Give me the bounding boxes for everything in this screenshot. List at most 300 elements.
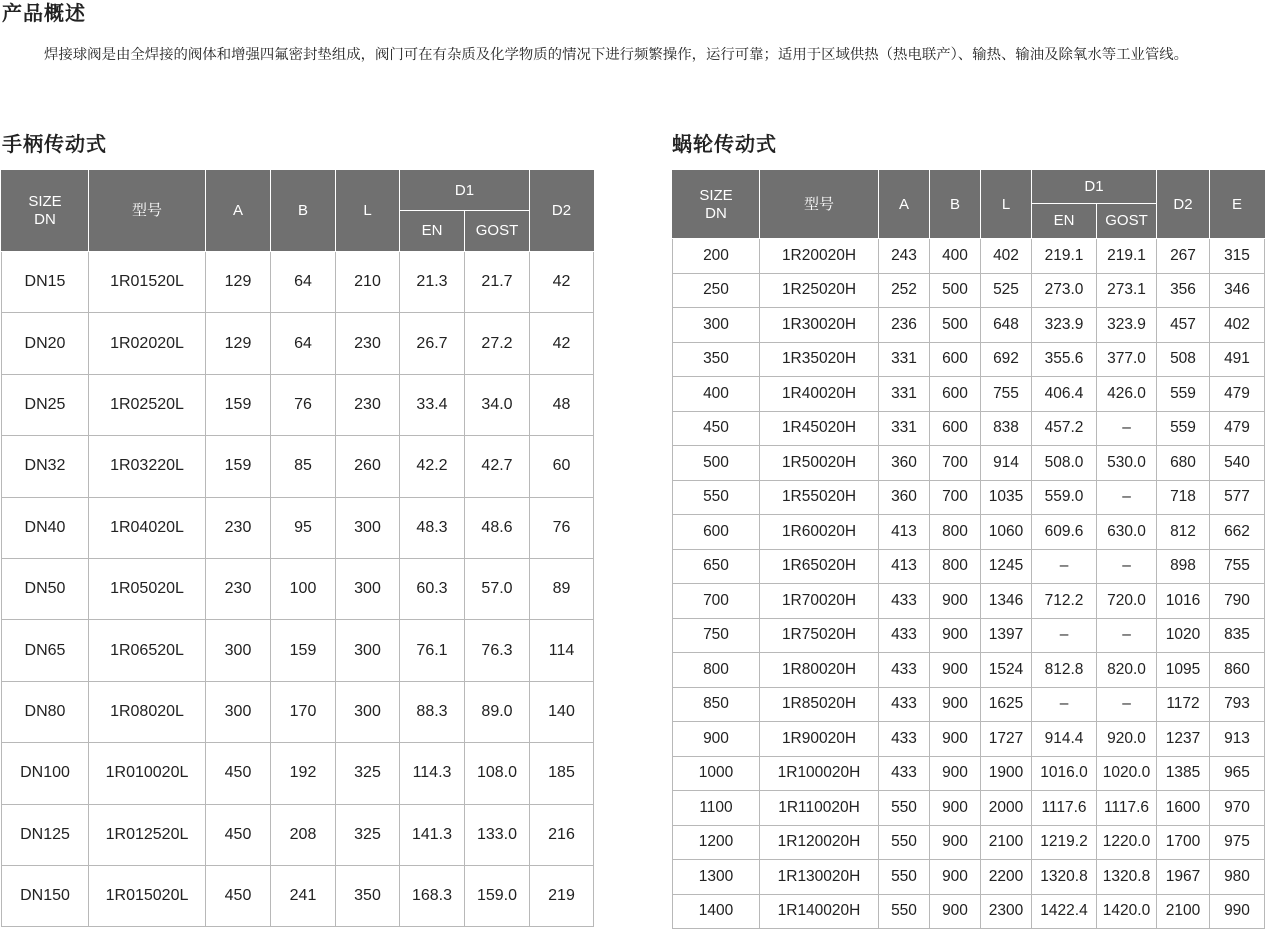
table-cell: 1000 [673,756,760,791]
table-cell: – [1032,618,1097,653]
table-cell: 1R04020L [89,497,206,558]
table-cell: 26.7 [400,313,465,374]
table-cell: 1R45020H [760,411,879,446]
table-cell: 1035 [981,480,1032,515]
table-cell: 219.1 [1032,239,1097,274]
table-cell: 500 [930,273,981,308]
table-cell: 755 [1210,549,1265,584]
table-cell: 350 [336,865,400,926]
table-cell: – [1032,687,1097,722]
table-cell: 300 [336,558,400,619]
table-cell: 252 [879,273,930,308]
table-cell: 1R010020L [89,743,206,804]
table-cell: 433 [879,618,930,653]
table-cell: 648 [981,308,1032,343]
table-cell: 491 [1210,342,1265,377]
table-cell: 700 [673,584,760,619]
table-cell: 1020 [1157,618,1210,653]
table-cell: – [1097,687,1157,722]
table-row [673,756,1265,791]
table-cell: 914.4 [1032,722,1097,757]
table-cell: 2200 [981,860,1032,895]
table-cell: DN40 [2,497,89,558]
table-row [673,894,1265,929]
table-cell: 1245 [981,549,1032,584]
table-cell: 210 [336,252,400,313]
table-cell: 356 [1157,273,1210,308]
table-cell: 76.1 [400,620,465,681]
table-cell: 700 [930,480,981,515]
table-cell: 600 [930,342,981,377]
table-cell: 60.3 [400,558,465,619]
table-cell: 1220.0 [1097,825,1157,860]
table-cell: DN80 [2,681,89,742]
table-cell: 1R02520L [89,374,206,435]
table-cell: 540 [1210,446,1265,481]
table-cell: 400 [930,239,981,274]
table-cell: 975 [1210,825,1265,860]
table-cell: 114.3 [400,743,465,804]
table-cell: 1R75020H [760,618,879,653]
table-cell: 1R012520L [89,804,206,865]
table-row [673,618,1265,653]
table-cell: 1R65020H [760,549,879,584]
table-cell: DN100 [2,743,89,804]
col-d1: D1 [1032,171,1157,204]
table-cell: 500 [930,308,981,343]
table-cell: 426.0 [1097,377,1157,412]
table-row [673,515,1265,550]
table-cell: 900 [930,791,981,826]
table-cell: 1967 [1157,860,1210,895]
table-cell: 402 [981,239,1032,274]
table-cell: 1R40020H [760,377,879,412]
col-e: E [1210,171,1265,239]
table-cell: 1320.8 [1097,860,1157,895]
table-cell: 250 [673,273,760,308]
product-description: 焊接球阀是由全焊接的阀体和增强四氟密封垫组成，阀门可在有杂质及化学物质的情况下进行频繁操作，运行可靠；适用于区域供热（热电联产）、输热、输油及除氧水等工业管线。 [44,47,1189,63]
table-cell: 860 [1210,653,1265,688]
table-cell: 300 [673,308,760,343]
handle-table-body [2,252,594,927]
table-cell: 835 [1210,618,1265,653]
table-cell: 1R130020H [760,860,879,895]
table-cell: 1397 [981,618,1032,653]
table-cell: 1900 [981,756,1032,791]
table-cell: 1R25020H [760,273,879,308]
table-cell: 159 [206,436,271,497]
table-cell: 1346 [981,584,1032,619]
table-cell: 219.1 [1097,239,1157,274]
table-cell: 1625 [981,687,1032,722]
col-d1-en: EN [400,211,465,252]
col-d1: D1 [400,171,530,211]
table-cell: 42.7 [465,436,530,497]
table-cell: 898 [1157,549,1210,584]
table-cell: 208 [271,804,336,865]
table-cell: 550 [879,791,930,826]
col-d1-gost: GOST [465,211,530,252]
table-cell: 1700 [1157,825,1210,860]
table-cell: 433 [879,584,930,619]
table-cell: 60 [530,436,594,497]
table-cell: 325 [336,743,400,804]
table-cell: 325 [336,804,400,865]
table-cell: 377.0 [1097,342,1157,377]
table-cell: 230 [206,558,271,619]
table-cell: 680 [1157,446,1210,481]
table-cell: DN15 [2,252,89,313]
table-cell: 800 [673,653,760,688]
table-cell: 433 [879,722,930,757]
table-row [673,273,1265,308]
col-size-dn: SIZE DN [2,171,89,252]
table-cell: DN25 [2,374,89,435]
table-cell: 800 [930,515,981,550]
table-cell: 1727 [981,722,1032,757]
table-cell: 1060 [981,515,1032,550]
table-cell: 525 [981,273,1032,308]
table-cell: 1095 [1157,653,1210,688]
table-cell: 450 [673,411,760,446]
table-row [2,374,594,435]
table-cell: 85 [271,436,336,497]
table-cell: 457 [1157,308,1210,343]
table-cell: 1117.6 [1032,791,1097,826]
table-cell: 219 [530,865,594,926]
table-cell: 457.2 [1032,411,1097,446]
table-cell: 1R06520L [89,620,206,681]
table-cell: 1020.0 [1097,756,1157,791]
table-cell: 559.0 [1032,480,1097,515]
table-row [2,620,594,681]
col-d2: D2 [530,171,594,252]
table-cell: 1R55020H [760,480,879,515]
table-cell: 600 [930,411,981,446]
table-cell: 1R90020H [760,722,879,757]
table-cell: – [1032,549,1097,584]
table-cell: 241 [271,865,336,926]
table-cell: 159 [271,620,336,681]
table-cell: 559 [1157,377,1210,412]
table-cell: 1400 [673,894,760,929]
table-row [673,239,1265,274]
table-cell: 260 [336,436,400,497]
table-cell: 48 [530,374,594,435]
table-cell: 1117.6 [1097,791,1157,826]
table-cell: 718 [1157,480,1210,515]
table-cell: 64 [271,313,336,374]
table-cell: 1R30020H [760,308,879,343]
table-cell: 900 [930,860,981,895]
table-cell: 355.6 [1032,342,1097,377]
table-row [673,377,1265,412]
table-cell: 1200 [673,825,760,860]
table-cell: 1422.4 [1032,894,1097,929]
table-cell: DN125 [2,804,89,865]
table-cell: 433 [879,756,930,791]
table-cell: 600 [673,515,760,550]
col-a: A [879,171,930,239]
table-row [673,653,1265,688]
table-cell: 273.0 [1032,273,1097,308]
table-cell: 433 [879,653,930,688]
table-cell: 1R80020H [760,653,879,688]
table-cell: 360 [879,480,930,515]
table-cell: 108.0 [465,743,530,804]
table-cell: 750 [673,618,760,653]
table-row [673,549,1265,584]
table-cell: 692 [981,342,1032,377]
table-cell: 21.3 [400,252,465,313]
col-model: 型号 [760,171,879,239]
table-cell: 1R05020L [89,558,206,619]
table-cell: 508 [1157,342,1210,377]
table-row [2,558,594,619]
table-cell: 346 [1210,273,1265,308]
table-cell: 609.6 [1032,515,1097,550]
table-cell: 1600 [1157,791,1210,826]
table-cell: 530.0 [1097,446,1157,481]
table-cell: 129 [206,313,271,374]
table-cell: 230 [336,374,400,435]
table-cell: 230 [206,497,271,558]
table-cell: 1016 [1157,584,1210,619]
table-cell: 900 [930,894,981,929]
table-cell: 1R140020H [760,894,879,929]
table-cell: 550 [673,480,760,515]
table-row [673,411,1265,446]
table-cell: 800 [930,549,981,584]
table-cell: 812 [1157,515,1210,550]
table-cell: 2300 [981,894,1032,929]
table-cell: 141.3 [400,804,465,865]
table-cell: 1237 [1157,722,1210,757]
table-cell: 360 [879,446,930,481]
table-cell: 400 [673,377,760,412]
table-cell: – [1097,549,1157,584]
table-cell: 577 [1210,480,1265,515]
col-d1-gost: GOST [1097,204,1157,239]
table-cell: 600 [930,377,981,412]
table-row [2,497,594,558]
table-cell: 1R110020H [760,791,879,826]
table-cell: 2000 [981,791,1032,826]
table-cell: 185 [530,743,594,804]
col-d2: D2 [1157,171,1210,239]
table-cell: 1R01520L [89,252,206,313]
table-cell: 1016.0 [1032,756,1097,791]
table-cell: 331 [879,411,930,446]
table-cell: 913 [1210,722,1265,757]
table-row [673,446,1265,481]
table-cell: 300 [206,620,271,681]
table-cell: 790 [1210,584,1265,619]
table-cell: 1420.0 [1097,894,1157,929]
table-cell: 89 [530,558,594,619]
table-cell: 114 [530,620,594,681]
table-cell: 300 [336,681,400,742]
table-cell: 433 [879,687,930,722]
table-cell: 159.0 [465,865,530,926]
table-cell: 1172 [1157,687,1210,722]
table-cell: 1320.8 [1032,860,1097,895]
table-cell: 159 [206,374,271,435]
table-cell: 300 [336,497,400,558]
table-cell: 315 [1210,239,1265,274]
table-cell: 42 [530,313,594,374]
col-size-dn: SIZE DN [673,171,760,239]
table-cell: 793 [1210,687,1265,722]
table-cell: 33.4 [400,374,465,435]
table-cell: 1524 [981,653,1032,688]
table-cell: 1R85020H [760,687,879,722]
table-cell: 450 [206,804,271,865]
handle-table [1,170,594,927]
table-cell: – [1097,618,1157,653]
table-row [2,865,594,926]
table-cell: 1R100020H [760,756,879,791]
table-cell: 170 [271,681,336,742]
table-cell: 64 [271,252,336,313]
col-b: B [271,171,336,252]
table-row [673,722,1265,757]
table-cell: 850 [673,687,760,722]
table-cell: 89.0 [465,681,530,742]
table-row [673,687,1265,722]
table-cell: 662 [1210,515,1265,550]
col-model: 型号 [89,171,206,252]
table-cell: 965 [1210,756,1265,791]
table-cell: 21.7 [465,252,530,313]
table-cell: 192 [271,743,336,804]
col-a: A [206,171,271,252]
table-cell: 812.8 [1032,653,1097,688]
table-cell: 838 [981,411,1032,446]
col-b: B [930,171,981,239]
table-cell: 900 [673,722,760,757]
table-cell: 900 [930,756,981,791]
table-row [2,313,594,374]
table-cell: 500 [673,446,760,481]
table-cell: 1219.2 [1032,825,1097,860]
table-cell: 300 [206,681,271,742]
table-cell: 980 [1210,860,1265,895]
table-cell: 550 [879,825,930,860]
table-row [673,342,1265,377]
table-cell: 300 [336,620,400,681]
table-cell: DN65 [2,620,89,681]
table-cell: 140 [530,681,594,742]
table-cell: 1R20020H [760,239,879,274]
table-cell: 230 [336,313,400,374]
worm-section-title: 蜗轮传动式 [672,132,777,156]
table-cell: 323.9 [1097,308,1157,343]
table-row [2,252,594,313]
table-cell: 1R50020H [760,446,879,481]
table-cell: 1R70020H [760,584,879,619]
table-cell: 479 [1210,377,1265,412]
table-cell: 700 [930,446,981,481]
table-cell: 990 [1210,894,1265,929]
table-cell: 402 [1210,308,1265,343]
table-cell: 650 [673,549,760,584]
table-cell: 216 [530,804,594,865]
table-row [2,804,594,865]
table-cell: 331 [879,377,930,412]
table-cell: 900 [930,584,981,619]
table-cell: 2100 [981,825,1032,860]
table-cell: 88.3 [400,681,465,742]
table-cell: 267 [1157,239,1210,274]
table-row [2,681,594,742]
table-cell: 331 [879,342,930,377]
table-cell: 900 [930,687,981,722]
page-title: 产品概述 [2,1,86,25]
table-cell: 712.2 [1032,584,1097,619]
table-cell: 323.9 [1032,308,1097,343]
table-cell: 1R08020L [89,681,206,742]
table-cell: 413 [879,549,930,584]
table-cell: 900 [930,653,981,688]
table-cell: 133.0 [465,804,530,865]
table-row [673,791,1265,826]
table-row [2,436,594,497]
table-cell: 630.0 [1097,515,1157,550]
table-cell: 550 [879,860,930,895]
table-cell: 76.3 [465,620,530,681]
table-cell: 100 [271,558,336,619]
table-cell: DN20 [2,313,89,374]
table-cell: 970 [1210,791,1265,826]
table-cell: 1R35020H [760,342,879,377]
table-cell: – [1097,411,1157,446]
table-cell: 1R03220L [89,436,206,497]
table-cell: 76 [530,497,594,558]
table-cell: 820.0 [1097,653,1157,688]
table-cell: 450 [206,743,271,804]
table-cell: 1100 [673,791,760,826]
table-cell: 1R015020L [89,865,206,926]
table-cell: 27.2 [465,313,530,374]
table-cell: 1300 [673,860,760,895]
table-cell: 914 [981,446,1032,481]
table-cell: 42.2 [400,436,465,497]
col-d1-en: EN [1032,204,1097,239]
table-cell: 236 [879,308,930,343]
table-cell: 350 [673,342,760,377]
table-cell: 559 [1157,411,1210,446]
table-cell: 1R02020L [89,313,206,374]
table-cell: 168.3 [400,865,465,926]
table-row [673,860,1265,895]
table-cell: 755 [981,377,1032,412]
table-cell: 200 [673,239,760,274]
handle-section-title: 手柄传动式 [2,132,107,156]
table-cell: 48.6 [465,497,530,558]
worm-table [672,170,1265,929]
table-cell: 720.0 [1097,584,1157,619]
col-l: L [336,171,400,252]
table-cell: 42 [530,252,594,313]
col-l: L [981,171,1032,239]
table-cell: 76 [271,374,336,435]
table-cell: 406.4 [1032,377,1097,412]
table-cell: 900 [930,618,981,653]
table-cell: 1R60020H [760,515,879,550]
table-cell: 920.0 [1097,722,1157,757]
table-cell: 95 [271,497,336,558]
